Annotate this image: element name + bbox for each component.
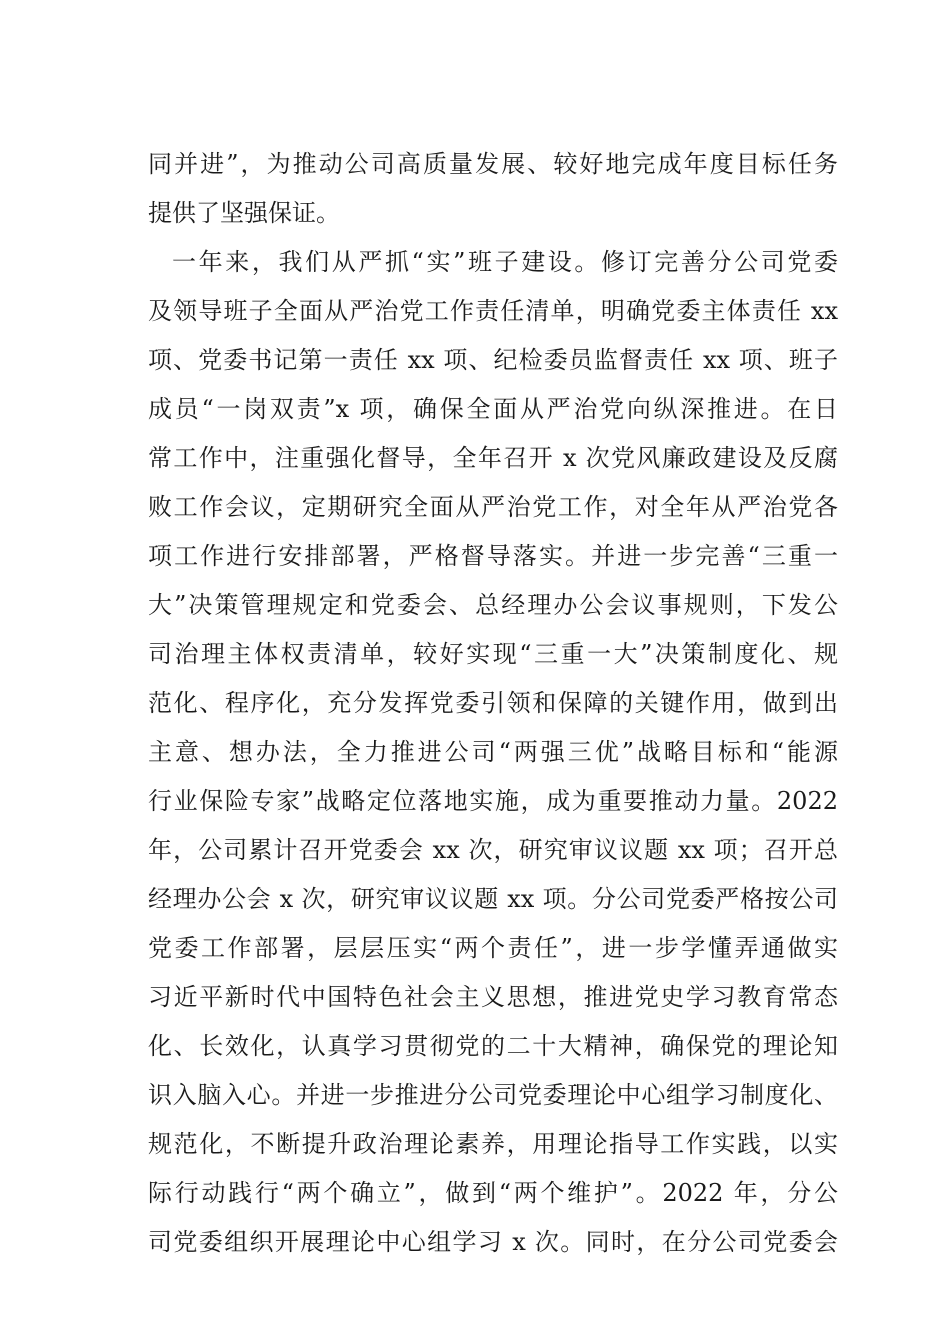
- text-line: 规范化，不断提升政治理论素养，用理论指导工作实践，以实: [148, 1130, 838, 1158]
- text-line: 同并进”，为推动公司高质量发展、较好地完成年度目标任务: [148, 150, 838, 178]
- text-line: 一年来，我们从严抓“实”班子建设。修订完善分公司党委: [172, 248, 838, 276]
- text-line: 常工作中，注重强化督导，全年召开 x 次党风廉政建设及反腐: [148, 444, 838, 472]
- text-line: 项工作进行安排部署，严格督导落实。并进一步完善“三重一: [148, 542, 838, 570]
- text-line: 识入脑入心。并进一步推进分公司党委理论中心组学习制度化、: [148, 1081, 838, 1109]
- text-line: 提供了坚强保证。: [148, 199, 340, 227]
- body-text: [148, 140, 838, 1267]
- text-line: 习近平新时代中国特色社会主义思想，推进党史学习教育常态: [148, 983, 838, 1011]
- text-line: 司党委组织开展理论中心组学习 x 次。同时，在分公司党委会: [148, 1228, 838, 1256]
- text-line: 及领导班子全面从严治党工作责任清单，明确党委主体责任 xx: [148, 297, 838, 325]
- text-line: 经理办公会 x 次，研究审议议题 xx 项。分公司党委严格按公司: [148, 885, 838, 913]
- text-line: 党委工作部署，层层压实“两个责任”，进一步学懂弄通做实: [148, 934, 838, 962]
- text-line: 范化、程序化，充分发挥党委引领和保障的关键作用，做到出: [148, 689, 838, 717]
- text-line: 项、党委书记第一责任 xx 项、纪检委员监督责任 xx 项、班子: [148, 346, 838, 374]
- text-line: 司治理主体权责清单，较好实现“三重一大”决策制度化、规: [148, 640, 838, 668]
- text-line: 化、长效化，认真学习贯彻党的二十大精神，确保党的理论知: [148, 1032, 838, 1060]
- text-line: 大”决策管理规定和党委会、总经理办公会议事规则，下发公: [148, 591, 838, 619]
- text-line: 败工作会议，定期研究全面从严治党工作，对全年从严治党各: [148, 493, 838, 521]
- text-line: 行业保险专家”战略定位落地实施，成为重要推动力量。2022: [148, 787, 838, 815]
- text-line: 主意、想办法，全力推进公司“两强三优”战略目标和“能源: [148, 738, 838, 766]
- text-line: 成员“一岗双责”x 项，确保全面从严治党向纵深推进。在日: [148, 395, 838, 423]
- text-line: 年，公司累计召开党委会 xx 次，研究审议议题 xx 项；召开总: [148, 836, 838, 864]
- text-line: 际行动践行“两个确立”，做到“两个维护”。2022 年，分公: [148, 1179, 838, 1207]
